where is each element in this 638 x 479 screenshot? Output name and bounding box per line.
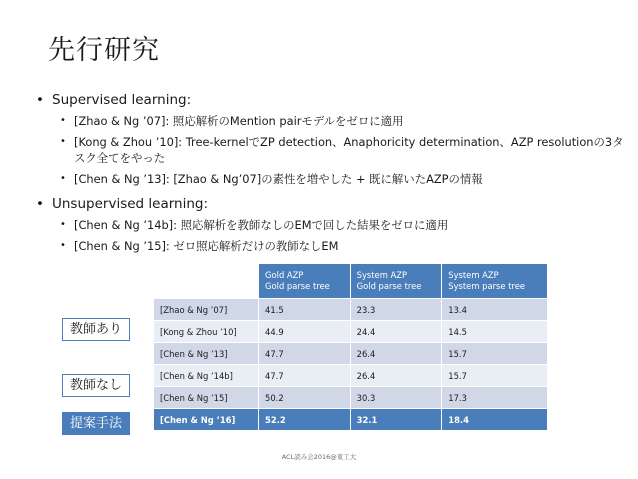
table-cell: 26.4: [350, 343, 442, 365]
table-cell: 30.3: [350, 387, 442, 409]
group-label-unsupervised: 教師なし: [62, 374, 130, 397]
bullet-dot-icon: •: [60, 173, 66, 184]
table-cell: 13.4: [442, 299, 548, 321]
table-row: [154, 299, 548, 321]
table-row: [154, 387, 548, 409]
table-corner: [154, 264, 259, 299]
table-cell: 52.2: [259, 409, 351, 431]
table-row: [154, 321, 548, 343]
row-label: [Chen & Ng ’14b]: [154, 365, 259, 387]
table-cell: 15.7: [442, 343, 548, 365]
footer: ACL読み会2016@東工大: [281, 453, 357, 461]
row-label: [Chen & Ng ’15]: [154, 387, 259, 409]
column-header: System AZP System parse tree: [442, 264, 548, 299]
sub-bullet: [36, 171, 626, 187]
row-label: [Chen & Ng ’16]: [154, 409, 259, 431]
sub-bullet: [36, 217, 626, 233]
table-cell: 32.1: [350, 409, 442, 431]
table-cell: 47.7: [259, 365, 351, 387]
table-row: [154, 343, 548, 365]
table-row-proposed: [154, 409, 548, 431]
bullet-dot-icon: •: [36, 196, 44, 212]
sub-bullet-text: [Chen & Ng ’15]: ゼロ照応解析だけの教師なしEM: [74, 239, 339, 253]
bullet-dot-icon: •: [60, 136, 66, 147]
slide-title: 先行研究: [48, 35, 160, 66]
group-label-proposed: 提案手法: [62, 412, 130, 435]
sub-bullet-text: [Kong & Zhou ’10]: Tree-kernelでZP detection、Anaphoricity determination、AZP resolutionの3タスク全てをやった: [74, 135, 624, 165]
table-cell: 14.5: [442, 321, 548, 343]
table-cell: 41.5: [259, 299, 351, 321]
table-cell: 26.4: [350, 365, 442, 387]
sub-bullet: [36, 238, 626, 254]
bullet-text: Supervised learning:: [52, 92, 192, 108]
sub-bullet: [36, 113, 626, 129]
bullet-list: [36, 92, 626, 254]
sub-bullet-text: [Chen & Ng ’14b]: 照応解析を教師なしのEMで回した結果をゼロに適用: [74, 218, 449, 232]
table-cell: 44.9: [259, 321, 351, 343]
table-header-row: [154, 264, 548, 299]
bullet-supervised: [36, 92, 626, 108]
table-cell: 24.4: [350, 321, 442, 343]
table-cell: 47.7: [259, 343, 351, 365]
sub-bullet-text: [Chen & Ng ’13]: [Zhao & Ng’07]の素性を増やした + 既に解いたAZPの情報: [74, 172, 483, 186]
column-header: Gold AZP Gold parse tree: [259, 264, 351, 299]
table-cell: 15.7: [442, 365, 548, 387]
table-cell: 50.2: [259, 387, 351, 409]
table-cell: 18.4: [442, 409, 548, 431]
results-table: [153, 263, 548, 431]
bullet-dot-icon: •: [36, 92, 44, 108]
bullet-dot-icon: •: [60, 115, 66, 126]
bullet-unsupervised: [36, 196, 626, 212]
sub-bullet: [36, 134, 626, 166]
row-label: [Zhao & Ng ’07]: [154, 299, 259, 321]
table-cell: 17.3: [442, 387, 548, 409]
group-label-supervised: 教師あり: [62, 318, 130, 341]
sub-bullet-text: [Zhao & Ng ’07]: 照応解析のMention pairモデルをゼロに適用: [74, 114, 404, 128]
bullet-text: Unsupervised learning:: [52, 196, 209, 212]
row-label: [Chen & Ng ’13]: [154, 343, 259, 365]
bullet-dot-icon: •: [60, 219, 66, 230]
table-row: [154, 365, 548, 387]
table-cell: 23.3: [350, 299, 442, 321]
row-label: [Kong & Zhou ’10]: [154, 321, 259, 343]
bullet-dot-icon: •: [60, 240, 66, 251]
column-header: System AZP Gold parse tree: [350, 264, 442, 299]
